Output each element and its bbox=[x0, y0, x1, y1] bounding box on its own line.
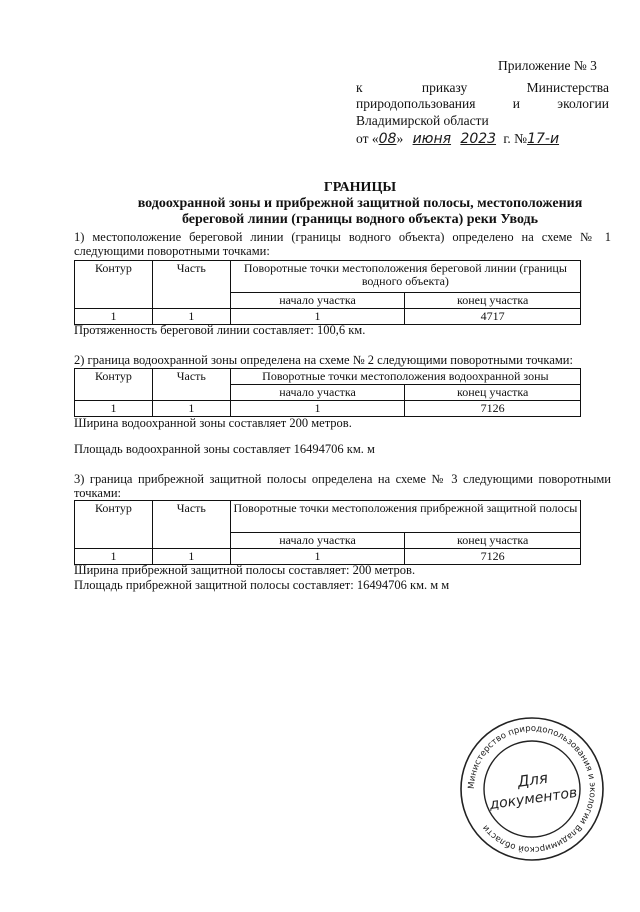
appendix-region: Владимирской области bbox=[356, 113, 489, 128]
header-end: конец участка bbox=[405, 385, 581, 401]
section2-width: Ширина водоохранной зоны составляет 200 метров. bbox=[74, 416, 352, 430]
appendix-line-1 bbox=[356, 80, 609, 96]
date-sep: » bbox=[396, 131, 404, 146]
header-start: начало участка bbox=[230, 293, 405, 309]
section1-intro bbox=[74, 230, 611, 258]
section2-area: Площадь водоохранной зоны составляет 16494706 км. м bbox=[74, 442, 375, 456]
cell-chast: 1 bbox=[152, 309, 230, 325]
date-day: 08 bbox=[378, 131, 397, 147]
stamp-graphic bbox=[458, 715, 606, 863]
doc-title-line-1: водоохранной зоны и прибрежной защитной полосы, местоположения bbox=[137, 196, 583, 211]
date-number: 17-и bbox=[527, 131, 560, 147]
header-end: конец участка bbox=[405, 293, 581, 309]
header-kontur: Контур bbox=[75, 261, 153, 309]
doc-title: ГРАНИЦЫ bbox=[323, 180, 397, 195]
section2-intro: 2) граница водоохранной зоны определена на схеме № 2 следующими поворотными точками: bbox=[74, 353, 573, 367]
header-points: Поворотные точки местоположения береговой линии (границы водного объекта) bbox=[230, 261, 580, 293]
appendix-date-line bbox=[356, 131, 559, 147]
appendix-word-i: и bbox=[512, 96, 520, 111]
header-start: начало участка bbox=[230, 533, 405, 549]
appendix-line-2 bbox=[356, 96, 609, 112]
cell-start: 1 bbox=[230, 549, 405, 565]
section3-area: Площадь прибрежной защитной полосы составляет: 16494706 км. м м bbox=[74, 578, 450, 592]
cell-chast: 1 bbox=[152, 401, 230, 417]
cell-kontur: 1 bbox=[75, 549, 153, 565]
appendix-word-ministry: Министерства bbox=[526, 80, 609, 95]
date-month: июня bbox=[412, 131, 452, 147]
section3-table bbox=[74, 500, 581, 565]
header-start: начало участка bbox=[230, 385, 405, 401]
section1-length: Протяженность береговой линии составляет: 100,6 км. bbox=[74, 323, 366, 337]
section3-intro-line-1: 3) граница прибрежной защитной полосы определена на схеме № 3 следующими поворотными bbox=[74, 472, 611, 486]
header-kontur: Контур bbox=[75, 369, 153, 401]
table-row bbox=[75, 401, 581, 417]
appendix-word-prirod: природопользования bbox=[356, 96, 476, 111]
stamp-center-line-1: Для bbox=[516, 768, 550, 791]
cell-kontur: 1 bbox=[75, 401, 153, 417]
date-year: 2023 bbox=[460, 131, 497, 147]
appendix-title: Приложение № 3 bbox=[498, 58, 597, 73]
header-kontur: Контур bbox=[75, 501, 153, 549]
cell-start: 1 bbox=[230, 309, 405, 325]
header-chast: Часть bbox=[152, 369, 230, 401]
cell-end: 7126 bbox=[405, 401, 581, 417]
header-points: Поворотные точки местоположения водоохранной зоны bbox=[230, 369, 580, 385]
cell-end: 7126 bbox=[405, 549, 581, 565]
section1-intro-line-2: следующими поворотными точками: bbox=[74, 244, 270, 258]
stamp-outer-ring bbox=[461, 718, 603, 860]
section3-width: Ширина прибрежной защитной полосы составляет: 200 метров. bbox=[74, 563, 416, 577]
section1-intro-line-1: 1) местоположение береговой линии (границы водного объекта) определено на схеме № 1 bbox=[74, 230, 611, 244]
round-stamp bbox=[458, 715, 606, 863]
section3-intro-line-2: точками: bbox=[74, 486, 122, 500]
appendix-word-k: к bbox=[356, 80, 363, 95]
stamp-ring-text: Министерство природопользования и экологии Владимирской области bbox=[466, 723, 598, 855]
section2-table bbox=[74, 368, 581, 417]
header-chast: Часть bbox=[152, 501, 230, 549]
date-suffix: г. № bbox=[503, 131, 528, 146]
stamp-center-line-2: документов bbox=[488, 784, 579, 813]
cell-start: 1 bbox=[230, 401, 405, 417]
cell-kontur: 1 bbox=[75, 309, 153, 325]
date-prefix: от « bbox=[356, 131, 379, 146]
appendix-word-prikazu: приказу bbox=[421, 80, 468, 95]
cell-chast: 1 bbox=[152, 549, 230, 565]
header-points: Поворотные точки местоположения прибрежной защитной полосы bbox=[230, 501, 580, 533]
header-end: конец участка bbox=[405, 533, 581, 549]
appendix-word-ecology: экологии bbox=[557, 96, 609, 111]
section1-table bbox=[74, 260, 581, 325]
header-chast: Часть bbox=[152, 261, 230, 309]
cell-end: 4717 bbox=[405, 309, 581, 325]
doc-title-line-2: береговой линии (границы водного объекта) реки Уводь bbox=[181, 212, 539, 227]
section3-intro bbox=[74, 472, 611, 500]
